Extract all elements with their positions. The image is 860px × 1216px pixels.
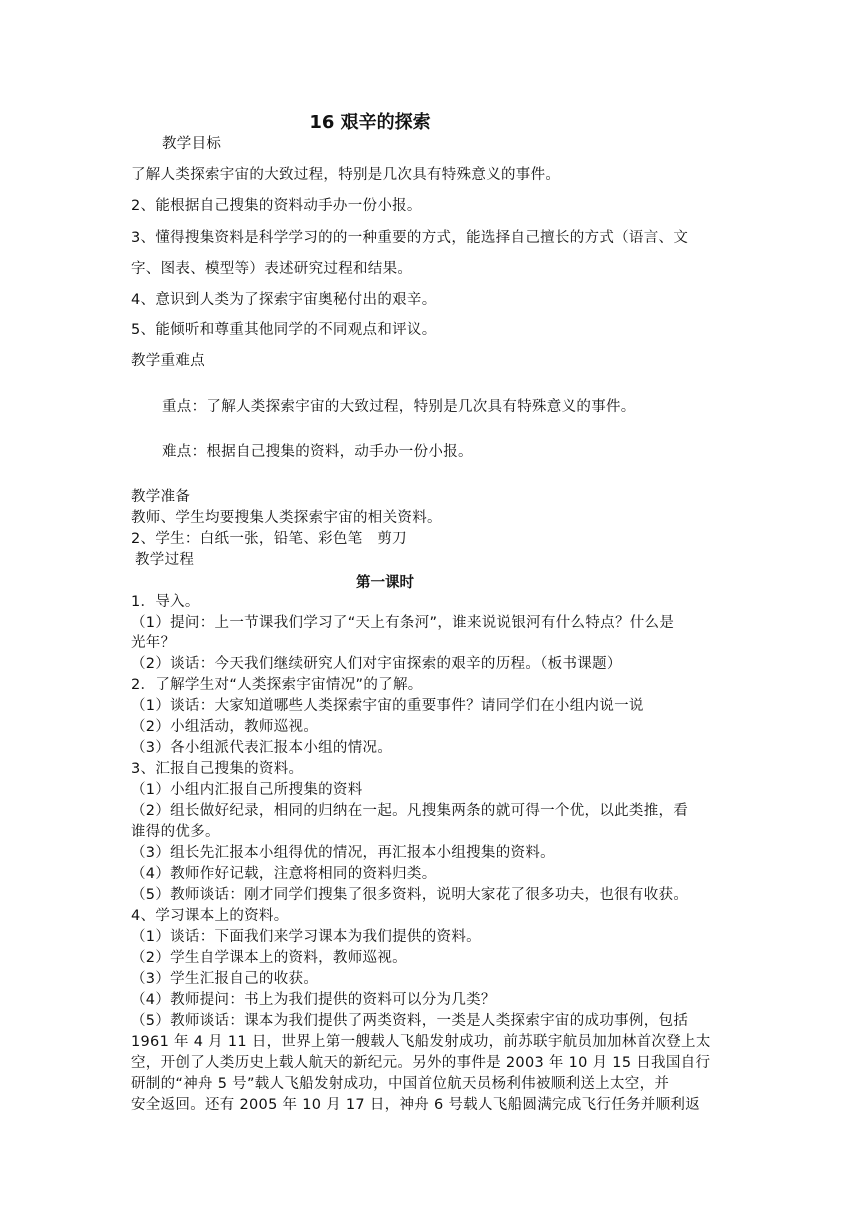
process-line: （5）教师谈话：课本为我们提供了两类资料，一类是人类探索宇宙的成功事例，包括 bbox=[131, 1013, 689, 1029]
focus-point: 重点：了解人类探索宇宙的大致过程，特别是几次具有特殊意义的事件。 bbox=[162, 399, 636, 415]
objective-item: 了解人类探索宇宙的大致过程，特别是几次具有特殊意义的事件。 bbox=[131, 167, 561, 183]
process-line: 光年？ bbox=[131, 635, 176, 651]
objective-item: 4、意识到人类为了探索宇宙奥秘付出的艰辛。 bbox=[131, 292, 437, 308]
process-heading: 教学过程 bbox=[135, 552, 195, 568]
process-line: 1．导入。 bbox=[131, 594, 200, 610]
process-line: （4）教师提问：书上为我们提供的资料可以分为几类？ bbox=[131, 992, 496, 1008]
process-line: 安全返回。还有 2005 年 10 月 17 日，神舟 6 号载人飞船圆满完成飞行任务并顺利返 bbox=[131, 1097, 700, 1113]
process-line: （3）各小组派代表汇报本小组的情况。 bbox=[131, 740, 393, 756]
process-line: 1961 年 4 月 11 日，世界上第一艘载人飞船发射成功，前苏联宇航员加加林首次登上太 bbox=[131, 1034, 711, 1050]
process-line: （2）谈话：今天我们继续研究人们对宇宙探索的艰辛的历程。（板书课题） bbox=[131, 656, 622, 672]
process-line: （2）学生自学课本上的资料，教师巡视。 bbox=[131, 950, 407, 966]
process-line: （2）小组活动，教师巡视。 bbox=[131, 719, 319, 735]
document-title: 16 艰辛的探索 bbox=[309, 112, 431, 133]
process-line: 谁得的优多。 bbox=[131, 824, 220, 840]
process-line: （5）教师谈话：刚才同学们搜集了很多资料，说明大家花了很多功夫，也很有收获。 bbox=[131, 887, 689, 903]
process-line: 空，开创了人类历史上载人航天的新纪元。另外的事件是 2003 年 10 月 15 日我国自行 bbox=[131, 1055, 711, 1071]
process-line: 研制的“神舟 5 号”载人飞船发射成功，中国首位航天员杨利伟被顺利送上太空，并 bbox=[131, 1076, 670, 1092]
process-line: （1）小组内汇报自己所搜集的资料 bbox=[131, 782, 363, 798]
keypoints-heading: 教学重难点 bbox=[131, 353, 205, 369]
preparation-item: 2、学生：白纸一张，铅笔、彩色笔 剪刀 bbox=[131, 531, 407, 547]
process-line: （3）组长先汇报本小组得优的情况，再汇报本小组搜集的资料。 bbox=[131, 845, 555, 861]
objective-item: 3、懂得搜集资料是科学学习的的一种重要的方式，能选择自己擅长的方式（语言、文 bbox=[131, 230, 689, 246]
process-line: （2）组长做好纪录，相同的归纳在一起。凡搜集两条的就可得一个优，以此类推，看 bbox=[131, 803, 689, 819]
process-line: 4、学习课本上的资料。 bbox=[131, 908, 289, 924]
process-line: 2．了解学生对“人类探索宇宙情况”的了解。 bbox=[131, 677, 423, 693]
process-line: （1）谈话：大家知道哪些人类探索宇宙的重要事件？请同学们在小组内说一说 bbox=[131, 698, 644, 714]
lesson-title: 第一课时 bbox=[356, 575, 414, 591]
process-line: （1）提问：上一节课我们学习了“天上有条河”，谁来说说银河有什么特点？什么是 bbox=[131, 615, 675, 631]
process-line: 3、汇报自己搜集的资料。 bbox=[131, 761, 304, 777]
process-line: （4）教师作好记载，注意将相同的资料归类。 bbox=[131, 866, 437, 882]
process-line: （1）谈话：下面我们来学习课本为我们提供的资料。 bbox=[131, 929, 481, 945]
objective-item: 字、图表、模型等）表述研究过程和结果。 bbox=[131, 261, 413, 277]
objective-item: 5、能倾听和尊重其他同学的不同观点和评议。 bbox=[131, 322, 437, 338]
process-line: （3）学生汇报自己的收获。 bbox=[131, 971, 319, 987]
objectives-heading: 教学目标 bbox=[162, 136, 222, 152]
objective-item: 2、能根据自己搜集的资料动手办一份小报。 bbox=[131, 198, 422, 214]
preparation-heading: 教学准备 bbox=[131, 489, 191, 505]
preparation-item: 教师、学生均要搜集人类探索宇宙的相关资料。 bbox=[131, 510, 442, 526]
difficulty-point: 难点：根据自己搜集的资料，动手办一份小报。 bbox=[162, 444, 473, 460]
